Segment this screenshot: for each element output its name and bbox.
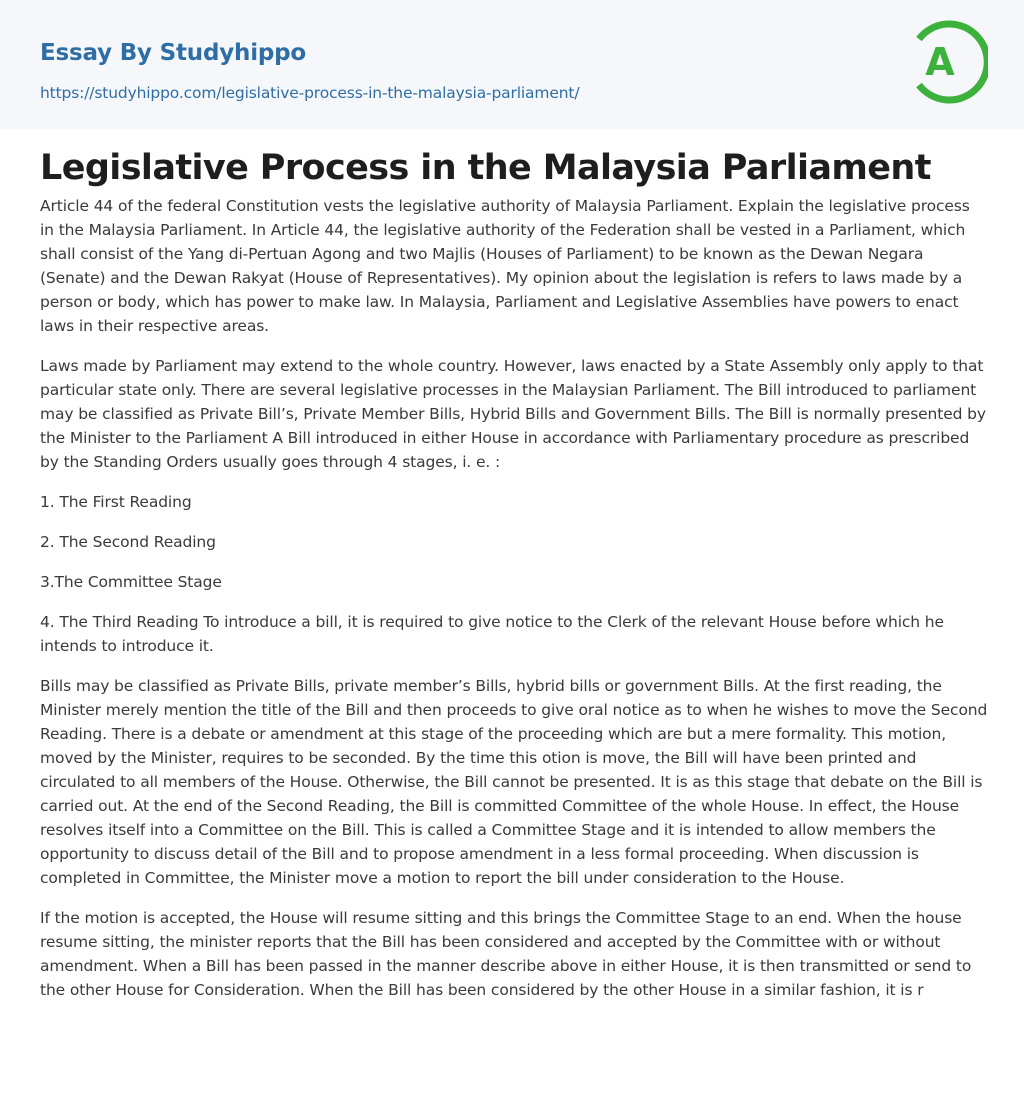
list-item: 2. The Second Reading	[40, 533, 216, 551]
list-item: 1. The First Reading	[40, 493, 192, 511]
page-url-link[interactable]: https://studyhippo.com/legislative-process-in-the-malaysia-parliament/	[40, 84, 580, 102]
list-item: 3.The Committee Stage	[40, 573, 222, 591]
paragraph: Laws made by Parliament may extend to the whole country. However, laws enacted by a State Assembly only apply to that particular state only. There are several legislative processes in the Malaysian Parliament. The Bill introduced to parliament may be classified as Private Bill’s, Private Member Bills, Hybrid Bills and Government Bills. The Bill is normally presented by the Minister to the Parliament A Bill introduced in either House in accordance with Parliamentary procedure as prescribed by the Standing Orders usually goes through 4 stages, i. e. :	[40, 357, 986, 471]
paragraph: Bills may be classified as Private Bills, private member’s Bills, hybrid bills or government Bills. At the first reading, the Minister merely mention the title of the Bill and then proceeds to give oral notice as to when he wishes to move the Second Reading. There is a debate or amendment at this stage of the proceeding which are but a mere formality. This motion, moved by the Minister, requires to be seconded. By the time this otion is move, the Bill will have been printed and circulated to all members of the House. Otherwise, the Bill cannot be presented. It is as this stage that debate on the Bill is carried out. At the end of the Second Reading, the Bill is committed Committee of the whole House. In effect, the House resolves itself into a Committee on the Bill. This is called a Committee Stage and it is intended to allow members the opportunity to discuss detail of the Bill and to propose amendment in a less formal proceeding. When discussion is completed in Committee, the Minister move a motion to report the bill under consideration to the House.	[40, 677, 988, 887]
logo-letter: A	[925, 40, 955, 84]
list-item: 4. The Third Reading To introduce a bill, it is required to give notice to the Clerk of the relevant House before which he intends to introduce it.	[40, 613, 944, 655]
paragraph: Article 44 of the federal Constitution vests the legislative authority of Malaysia Parliament. Explain the legislative process in the Malaysia Parliament. In Article 44, the legislative authority of the Federation shall be vested in a Parliament, which shall consist of the Yang di-Pertuan Agong and two Majlis (Houses of Parliament) to be known as the Dewan Negara (Senate) and the Dewan Rakyat (House of Representatives). My opinion about the legislation is refers to laws made by a person or body, which has power to make law. In Malaysia, Parliament and Legislative Assemblies have powers to enact laws in their respective areas.	[40, 197, 970, 335]
article-body	[40, 194, 988, 1018]
paragraph: If the motion is accepted, the House will resume sitting and this brings the Committee Stage to an end. When the house resume sitting, the minister reports that the Bill has been considered and accepted by the Committee with or without amendment. When a Bill has been passed in the manner describe above in either House, it is then transmitted or send to the other House for Consideration. When the Bill has been considered by the other House in a similar fashion, it is r	[40, 909, 972, 999]
article-title: Legislative Process in the Malaysia Parliament	[40, 148, 931, 188]
site-name[interactable]: Essay By Studyhippo	[40, 40, 307, 66]
